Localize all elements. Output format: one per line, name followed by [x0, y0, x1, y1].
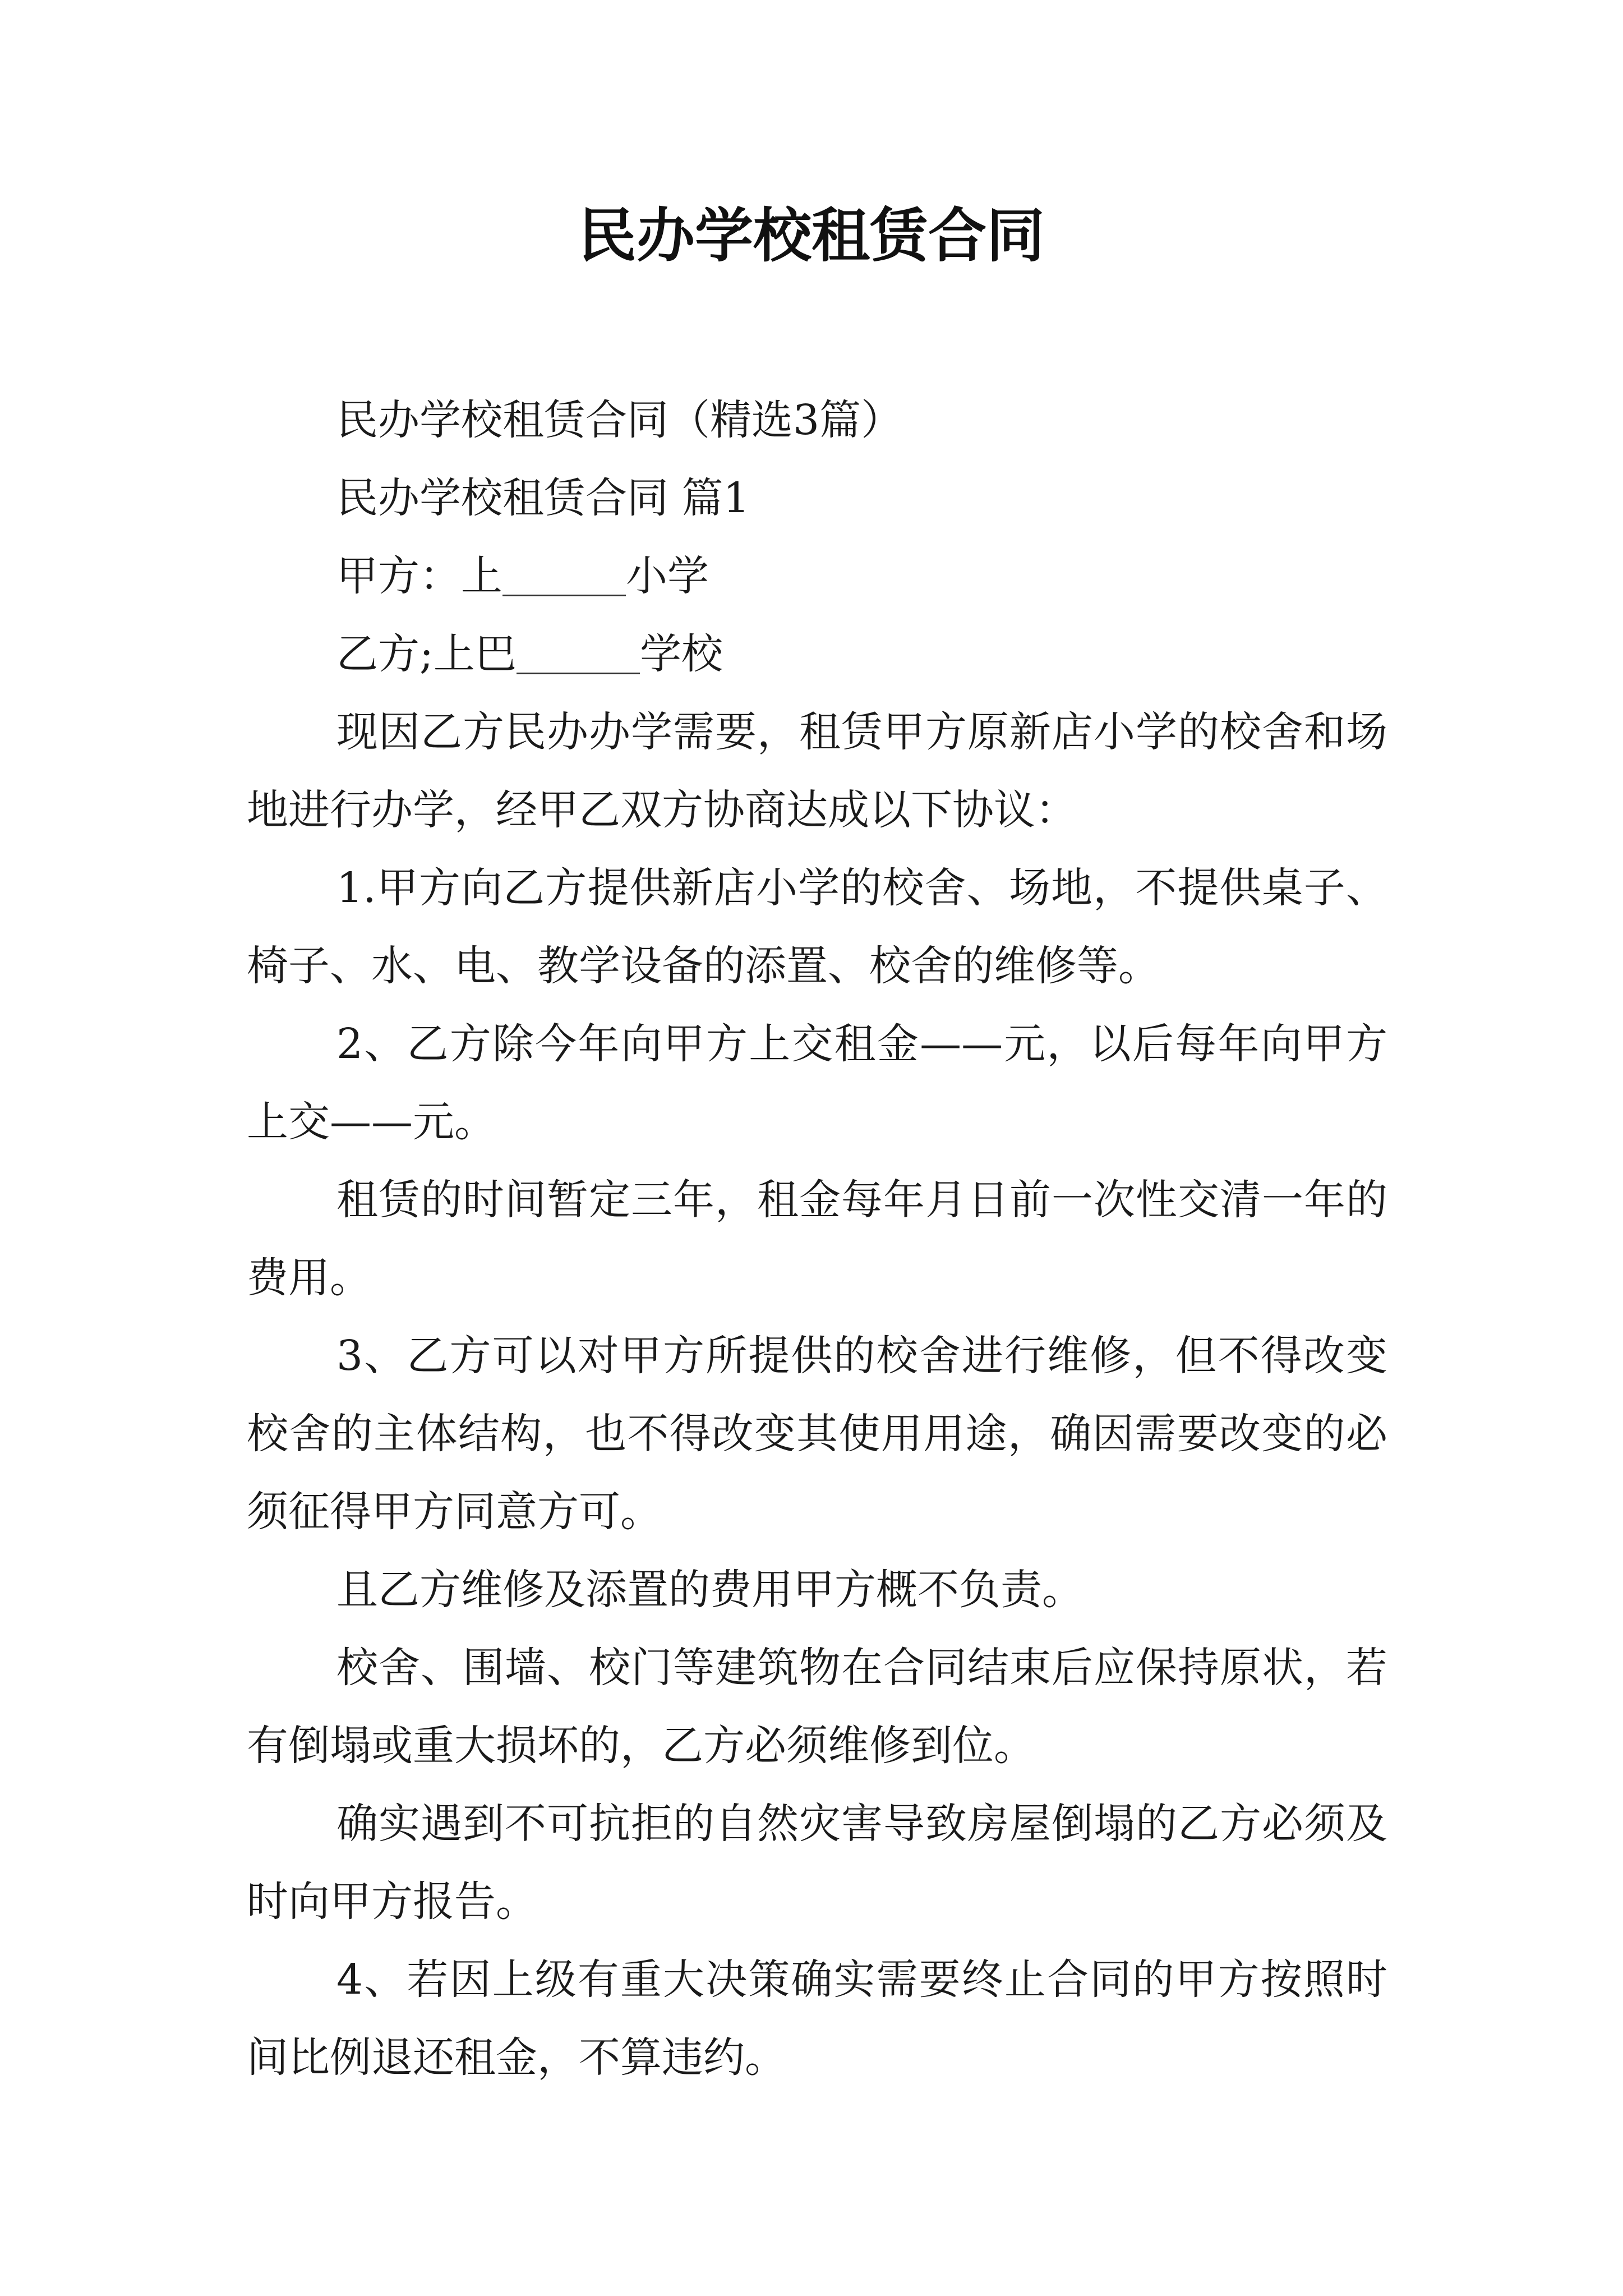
party-a-prefix: 甲方：上 — [336, 552, 502, 600]
document-title: 民办学校租赁合同 — [578, 201, 1045, 270]
document-body — [247, 381, 1387, 2097]
party-a-blank — [502, 553, 626, 596]
party-a-suffix: 小学 — [626, 552, 709, 600]
party-a-line — [247, 537, 1387, 615]
paragraph-preamble: 现因乙方民办办学需要，租赁甲方原新店小学的校舍和场地进行办学，经甲乙双方协商达成以下协议： — [247, 708, 1387, 834]
party-b-line — [247, 615, 1387, 693]
subtitle-line: 民办学校租赁合同（精选3篇） — [336, 396, 903, 444]
paragraph-clause-4: 4、若因上级有重大决策确实需要终止合同的甲方按照时间比例退还租金，不算违约。 — [247, 1955, 1387, 2082]
party-b-blank — [517, 631, 640, 674]
paragraph-repair-cost: 且乙方维修及添置的费用甲方概不负责。 — [336, 1566, 1083, 1614]
paragraph-clause-2: 2、乙方除今年向甲方上交租金——元，以后每年向甲方上交——元。 — [247, 1020, 1387, 1146]
paragraph-clause-1: 1.甲方向乙方提供新店小学的校舍、场地，不提供桌子、椅子、水、电、教学设备的添置、校舍的维修等。 — [247, 864, 1387, 990]
party-b-suffix: 学校 — [639, 630, 723, 678]
party-b-prefix: 乙方;上巴 — [336, 630, 517, 678]
paragraph-disaster: 确实遇到不可抗拒的自然灾害导致房屋倒塌的乙方必须及时向甲方报告。 — [247, 1800, 1387, 1926]
section-heading: 民办学校租赁合同 篇1 — [336, 474, 750, 522]
paragraph-clause-3: 3、乙方可以对甲方所提供的校舍进行维修，但不得改变校舍的主体结构，也不得改变其使用用途，确因需要改变的必须征得甲方同意方可。 — [247, 1332, 1387, 1536]
paragraph-buildings: 校舍、围墙、校门等建筑物在合同结束后应保持原状，若有倒塌或重大损坏的，乙方必须维修到位。 — [247, 1644, 1387, 1770]
paragraph-rent-term: 租赁的时间暂定三年，租金每年月日前一次性交清一年的费用。 — [247, 1176, 1387, 1302]
